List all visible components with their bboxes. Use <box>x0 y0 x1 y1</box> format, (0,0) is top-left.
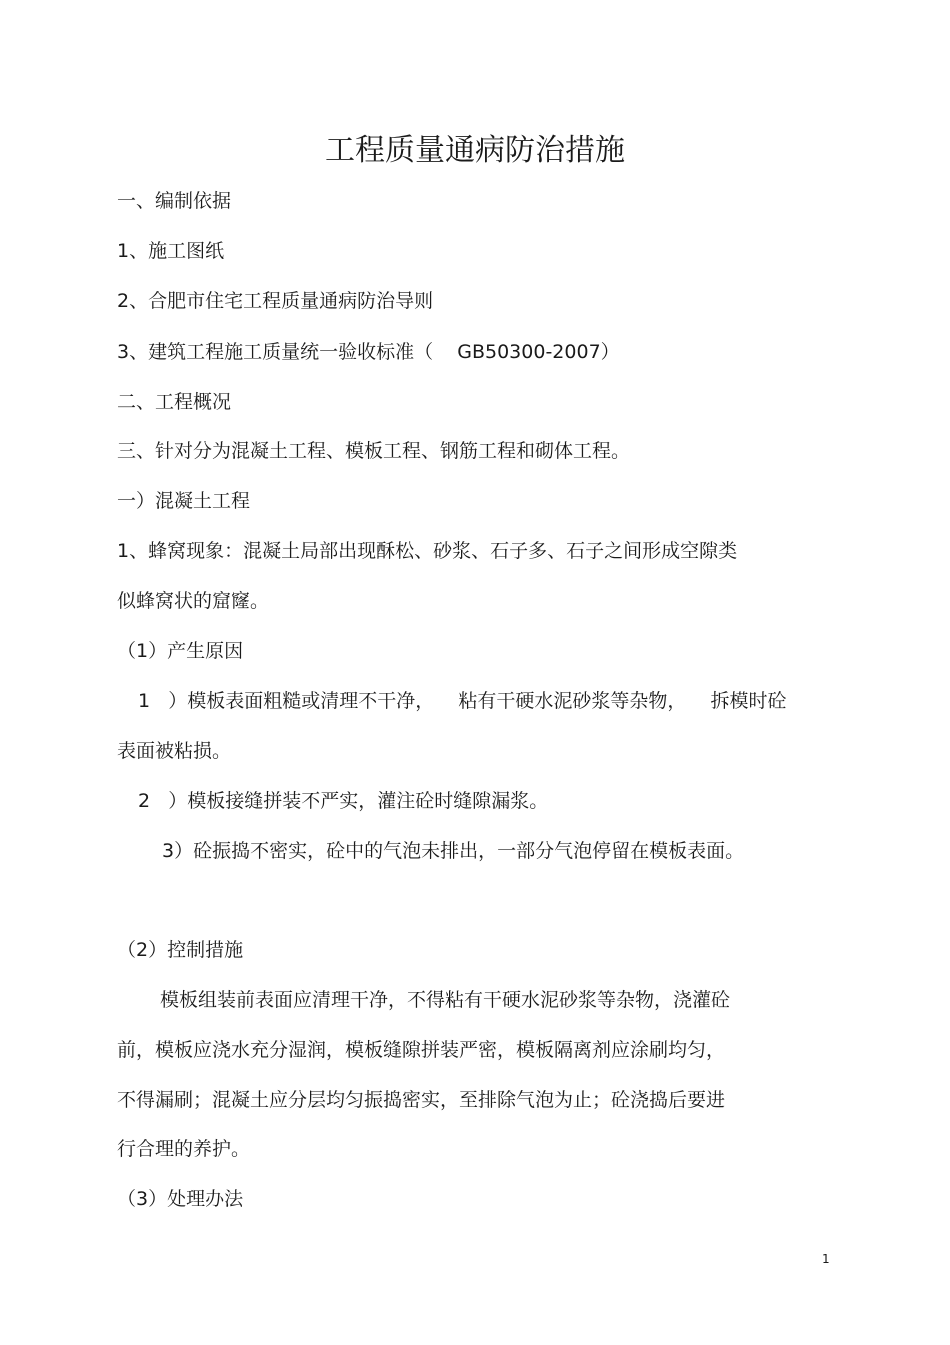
paragraph-line: 表面被粘损。 <box>117 740 232 762</box>
cause-item-1: 1 ）模板表面粗糙或清理不干净， 粘有干硬水泥砂浆等杂物， 拆模时砼 <box>138 690 787 712</box>
cause-item-2: 2 ）模板接缝拼装不严实，灌注砼时缝隙漏浆。 <box>138 790 549 812</box>
paragraph-line: 1、蜂窝现象：混凝土局部出现酥松、砂浆、石子多、石子之间形成空隙类 <box>117 540 738 562</box>
cause-item-3: 3）砼振捣不密实，砼中的气泡未排出，一部分气泡停留在模板表面。 <box>162 840 745 862</box>
item-heading-control: （2）控制措施 <box>117 939 244 961</box>
paragraph-line: 似蜂窝状的窟窿。 <box>117 590 270 612</box>
section-heading-scope: 三、针对分为混凝土工程、模板工程、钢筋工程和砌体工程。 <box>117 440 631 462</box>
item-heading-causes: （1）产生原因 <box>117 640 244 662</box>
paragraph-line: 不得漏刷；混凝土应分层均匀振捣密实，至排除气泡为止；砼浇捣后要进 <box>117 1089 726 1111</box>
paragraph-line: 前，模板应浇水充分湿润，模板缝隙拼装严密，模板隔离剂应涂刷均匀， <box>117 1039 726 1061</box>
paragraph-line: 模板组装前表面应清理干净，不得粘有干硬水泥砂浆等杂物，浇灌砼 <box>160 989 731 1011</box>
basis-item-2: 2、合肥市住宅工程质量通病防治导则 <box>117 290 434 312</box>
section-heading-basis: 一、编制依据 <box>117 190 232 212</box>
item-heading-treatment: （3）处理办法 <box>117 1188 244 1210</box>
page-number: 1 <box>822 1252 830 1266</box>
basis-item-1: 1、施工图纸 <box>117 240 225 262</box>
section-heading-overview: 二、工程概况 <box>117 391 232 413</box>
subsection-heading-concrete: 一）混凝土工程 <box>117 490 251 512</box>
paragraph-line: 行合理的养护。 <box>117 1138 251 1160</box>
document-title: 工程质量通病防治措施 <box>325 133 625 168</box>
basis-item-3: 3、建筑工程施工质量统一验收标准（ GB50300-2007） <box>117 341 620 363</box>
